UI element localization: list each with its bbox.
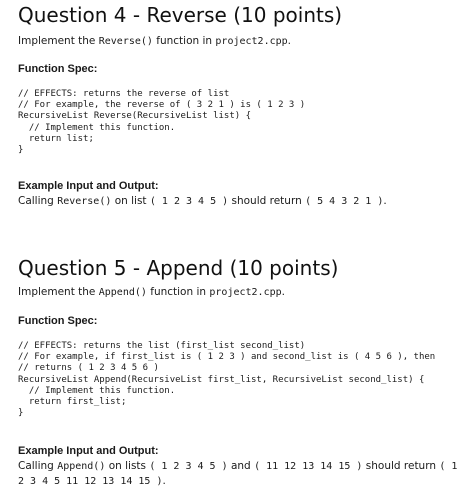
code-line: RecursiveList Append(RecursiveList first_list, RecursiveList second_list) { xyxy=(18,374,425,385)
question-5-example xyxy=(18,459,458,489)
question-5-intro xyxy=(18,285,285,300)
example-output-list: ( 1 2 3 4 5 11 12 13 14 15 ) xyxy=(18,461,458,487)
code-line: } xyxy=(18,408,24,419)
example-text: and xyxy=(227,460,255,472)
question-4-title: Question 4 - Reverse (10 points) xyxy=(18,3,343,27)
example-input-list: ( 1 2 3 4 5 ) xyxy=(149,196,229,207)
example-text: Calling xyxy=(18,460,58,472)
example-text: Calling xyxy=(18,195,58,207)
intro-suffix: . xyxy=(287,35,291,47)
code-line: // EFFECTS: returns the reverse of list xyxy=(18,89,230,99)
code-line: // EFFECTS: returns the list (first_list second_list) xyxy=(18,341,306,351)
code-line: return list; xyxy=(18,133,94,144)
example-text: should return xyxy=(228,195,306,207)
intro-function-name: Reverse() xyxy=(98,36,153,47)
code-line: // Implement this function. xyxy=(18,385,176,396)
intro-prefix: Implement the xyxy=(18,286,99,298)
intro-prefix: Implement the xyxy=(18,35,99,47)
intro-suffix: . xyxy=(281,286,285,298)
question-5-title: Question 5 - Append (10 points) xyxy=(18,256,339,280)
code-line: // For example, the reverse of ( 3 2 1 ) is ( 1 2 3 ) xyxy=(18,100,306,111)
intro-file-name: project2.cpp xyxy=(209,287,282,298)
question-4-example xyxy=(18,194,458,209)
question-4-code-block xyxy=(18,89,305,156)
question-5-example-label: Example Input and Output: xyxy=(18,445,159,457)
intro-middle: function in xyxy=(146,286,210,298)
example-text: . xyxy=(383,195,387,207)
intro-function-name: Append() xyxy=(98,287,147,298)
code-line: return first_list; xyxy=(18,397,127,408)
question-5-spec-label: Function Spec: xyxy=(18,315,98,327)
question-4-intro xyxy=(18,34,291,49)
question-5-code-block xyxy=(18,341,435,419)
code-line: } xyxy=(18,145,24,156)
question-4-spec-label: Function Spec: xyxy=(18,63,98,75)
example-input-list: ( 1 2 3 4 5 ) xyxy=(149,461,228,472)
code-line: // returns ( 1 2 3 4 5 6 ) xyxy=(18,363,159,374)
example-call: Reverse() xyxy=(57,196,112,207)
question-4-example-label: Example Input and Output: xyxy=(18,180,159,192)
example-input-list: ( 11 12 13 14 15 ) xyxy=(254,461,363,472)
code-line: // For example, if first_list is ( 1 2 3 ) and second_list is ( 4 5 6 ), then xyxy=(18,352,436,363)
example-text: should return xyxy=(362,460,440,472)
code-line: RecursiveList Reverse(RecursiveList list) { xyxy=(18,111,251,122)
example-call: Append() xyxy=(57,461,106,472)
example-text: on list xyxy=(111,195,150,207)
example-text: on lists xyxy=(105,460,150,472)
code-line: // Implement this function. xyxy=(18,122,176,133)
intro-middle: function in xyxy=(152,35,216,47)
example-output-list: ( 5 4 3 2 1 ) xyxy=(305,196,384,207)
intro-file-name: project2.cpp xyxy=(215,36,288,47)
example-text: . xyxy=(162,475,166,487)
